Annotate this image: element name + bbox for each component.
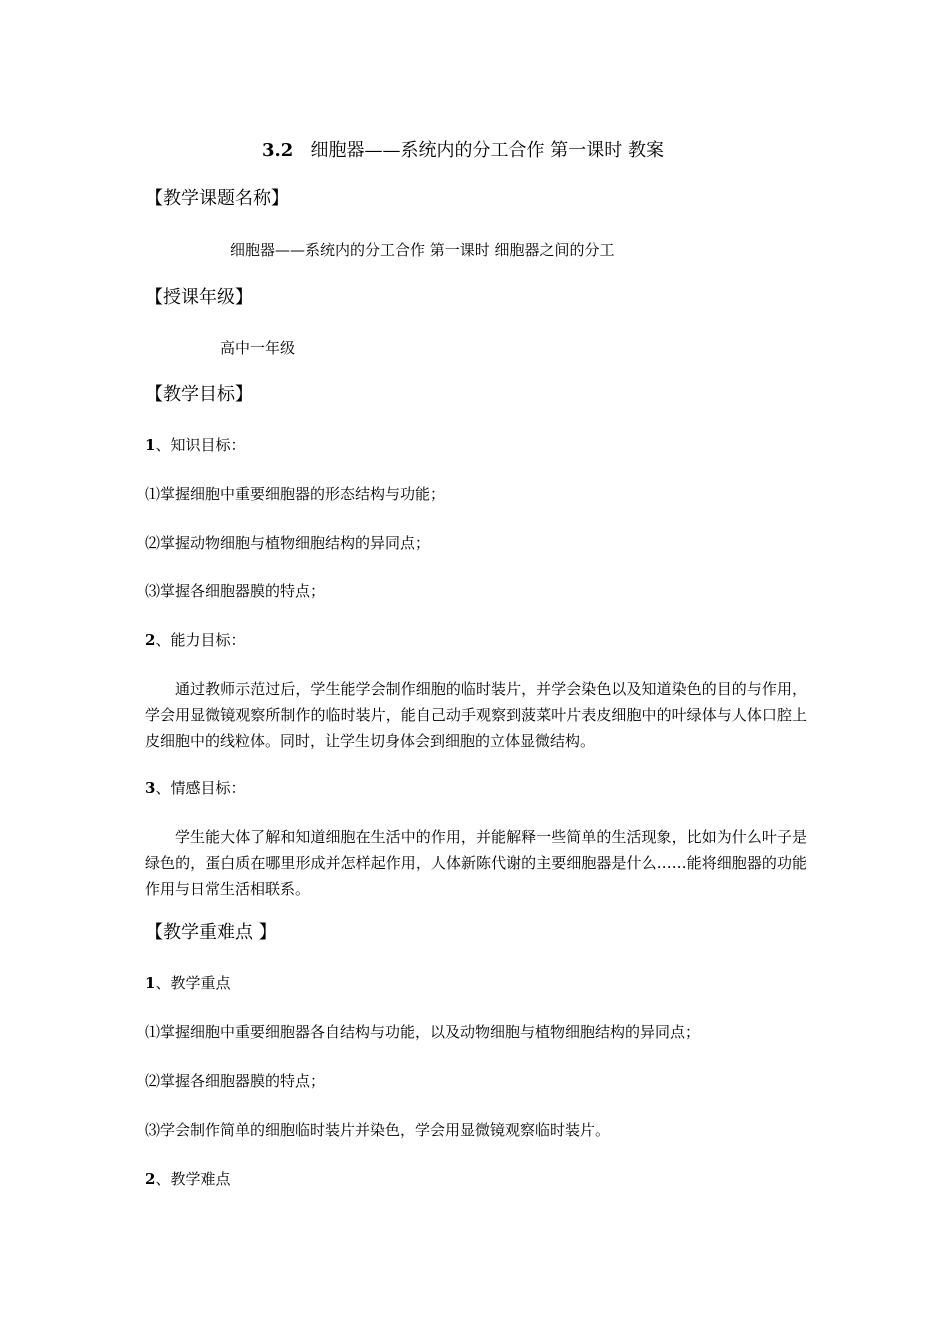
document-title — [262, 139, 664, 163]
knowledge-objective-label — [145, 435, 245, 455]
ability-paragraph: 通过教师示范过后，学生能学会制作细胞的临时装片，并学会染色以及知道染色的目的与作用，学会用显微镜观察所制作的临时装片，能自己动手观察到菠菜叶片表皮细胞中的叶绿体与人体口腔上皮细胞中的线粒体。同时，让学生切身体会到细胞的立体显微结构。 — [145, 680, 807, 750]
emotion-objective-label — [145, 778, 245, 798]
focus-item: ⑴掌握细胞中重要细胞器各自结构与功能，以及动物细胞与植物细胞结构的异同点； — [145, 1023, 701, 1041]
focus-item: ⑶学会制作简单的细胞临时装片并染色，学会用显微镜观察临时装片。 — [145, 1121, 611, 1139]
emotion-paragraph: 学生能大体了解和知道细胞在生活中的作用，并能解释一些简单的生活现象，比如为什么叶子是绿色的，蛋白质在哪里形成并怎样起作用，人体新陈代谢的主要细胞器是什么……能将细胞器的功能作用与日常生活相联系。 — [145, 828, 807, 898]
knowledge-label: 、知识目标： — [155, 436, 246, 454]
knowledge-item: ⑶掌握各细胞器膜的特点； — [145, 582, 326, 600]
focus-item: ⑵掌握各细胞器膜的特点； — [145, 1072, 326, 1090]
emotion-number: 3 — [145, 779, 156, 797]
topic-content: 细胞器——系统内的分工合作 第一课时 细胞器之间的分工 — [230, 241, 615, 259]
difficulty-number: 2 — [145, 1170, 156, 1188]
title-text: 细胞器——系统内的分工合作 第一课时 教案 — [310, 140, 664, 161]
ability-number: 2 — [145, 631, 156, 649]
difficulty-label — [145, 1169, 230, 1189]
focus-label-text: 、教学重点 — [155, 974, 231, 992]
grade-content: 高中一年级 — [220, 339, 296, 357]
difficulty-label-text: 、教学难点 — [155, 1170, 231, 1188]
objectives-heading: 【教学目标】 — [145, 384, 253, 405]
knowledge-item: ⑴掌握细胞中重要细胞器的形态结构与功能； — [145, 485, 446, 503]
focus-label — [145, 973, 230, 993]
knowledge-number: 1 — [145, 436, 156, 454]
topic-heading: 【教学课题名称】 — [145, 188, 289, 209]
grade-heading: 【授课年级】 — [145, 287, 253, 308]
key-points-heading: 【教学重难点 】 — [145, 922, 277, 943]
knowledge-item: ⑵掌握动物细胞与植物细胞结构的异同点； — [145, 534, 431, 552]
focus-number: 1 — [145, 974, 156, 992]
ability-objective-label — [145, 630, 245, 650]
emotion-label: 、情感目标： — [155, 779, 246, 797]
title-number: 3.2 — [262, 140, 294, 161]
ability-label: 、能力目标： — [155, 631, 246, 649]
